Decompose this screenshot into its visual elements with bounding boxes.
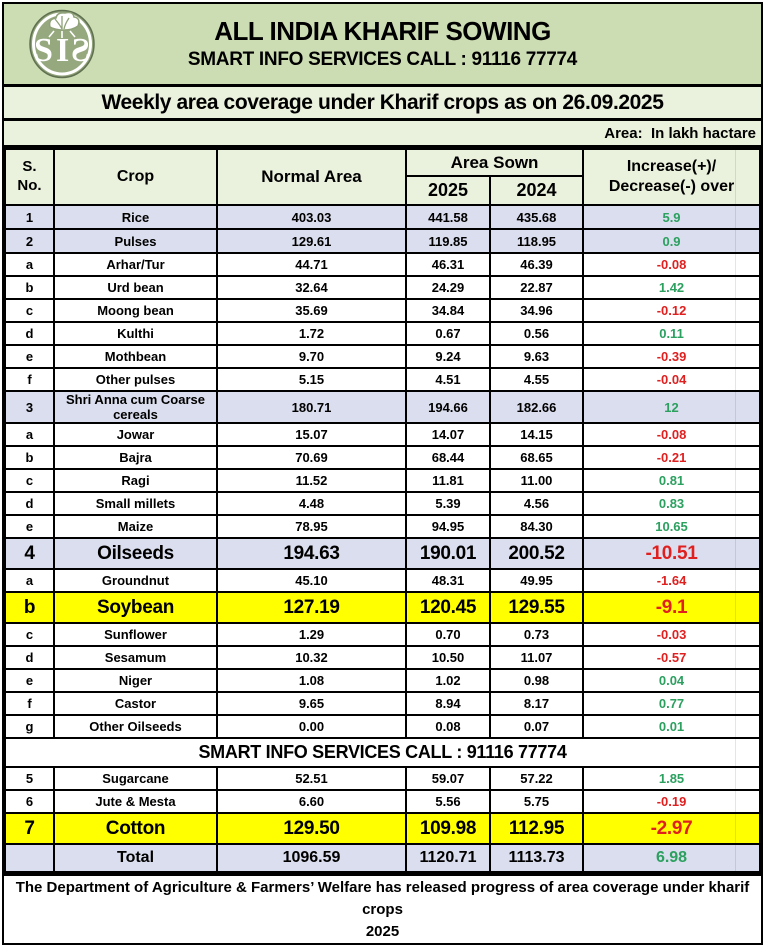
table-row [5,492,760,515]
cell-sown-2025: 94.95 [406,515,490,538]
cell-change: 1.42 [583,276,760,299]
cell-sown-2025: 190.01 [406,538,490,569]
cell-sown-2024: 9.63 [490,345,583,368]
cell-sno: b [5,276,54,299]
cell-crop: Other Oilseeds [54,715,217,738]
table-row [5,423,760,446]
cell-change: -0.04 [583,368,760,391]
table-row [5,345,760,368]
outer-frame [2,2,763,945]
cell-sown-2024: 34.96 [490,299,583,322]
table-row [5,790,760,813]
table-row [5,205,760,229]
cell-normal-area: 129.61 [217,229,406,253]
cell-sown-2024: 0.98 [490,669,583,692]
cell-normal-area: 4.48 [217,492,406,515]
cell-change: 0.83 [583,492,760,515]
table-row [5,592,760,623]
cell-sown-2025: 10.50 [406,646,490,669]
cell-sno: 6 [5,790,54,813]
cell-sown-2024: 11.00 [490,469,583,492]
table-row [5,692,760,715]
cell-change: 6.98 [583,844,760,872]
cell-sown-2024: 182.66 [490,391,583,423]
cell-normal-area: 1096.59 [217,844,406,872]
table-row [5,538,760,569]
col-header-area-sown: Area Sown [406,149,583,176]
cell-sno: a [5,569,54,592]
cell-sno: e [5,669,54,692]
cell-sown-2025: 46.31 [406,253,490,276]
spreadsheet-gridline [735,148,736,873]
cell-normal-area: 5.15 [217,368,406,391]
table-row [5,715,760,738]
cell-normal-area: 180.71 [217,391,406,423]
cell-crop: Pulses [54,229,217,253]
cell-sown-2025: 1120.71 [406,844,490,872]
cell-change: 1.85 [583,767,760,790]
cell-crop: Shri Anna cum Coarse cereals [54,391,217,423]
cell-sown-2024: 8.17 [490,692,583,715]
table-row [5,368,760,391]
table-row [5,515,760,538]
cell-sown-2025: 11.81 [406,469,490,492]
svg-text:S: S [71,32,90,69]
page-title: ALL INDIA KHARIF SOWING [214,15,551,46]
cell-sno: d [5,646,54,669]
cell-sno: a [5,423,54,446]
cell-crop: Small millets [54,492,217,515]
col-header-crop: Crop [54,149,217,205]
cell-crop: Castor [54,692,217,715]
table-row [5,813,760,844]
cell-sno: a [5,253,54,276]
cell-crop: Arhar/Tur [54,253,217,276]
cell-crop: Jute & Mesta [54,790,217,813]
cell-crop: Jowar [54,423,217,446]
cell-sown-2024: 129.55 [490,592,583,623]
table-body [5,205,760,872]
cell-normal-area: 11.52 [217,469,406,492]
cell-change: 10.65 [583,515,760,538]
cell-crop: Cotton [54,813,217,844]
svg-text:S: S [34,32,53,69]
cell-sown-2025: 0.67 [406,322,490,345]
cell-change: 12 [583,391,760,423]
cell-sown-2025: 48.31 [406,569,490,592]
cell-normal-area: 0.00 [217,715,406,738]
cell-crop: Ragi [54,469,217,492]
svg-text:I: I [56,32,70,69]
cell-normal-area: 1.08 [217,669,406,692]
cell-sown-2025: 68.44 [406,446,490,469]
banner-cell: SMART INFO SERVICES CALL : 91116 77774 [5,738,760,767]
cell-sown-2025: 59.07 [406,767,490,790]
table-row [5,646,760,669]
cell-crop: Total [54,844,217,872]
cell-sown-2025: 194.66 [406,391,490,423]
cell-sown-2025: 24.29 [406,276,490,299]
cell-sown-2024: 4.55 [490,368,583,391]
cell-change: 0.01 [583,715,760,738]
cell-sown-2025: 441.58 [406,205,490,229]
cell-sno: 7 [5,813,54,844]
cell-crop: Groundnut [54,569,217,592]
table-row [5,229,760,253]
table-row [5,569,760,592]
cell-sown-2024: 49.95 [490,569,583,592]
table-row [5,299,760,322]
cell-sown-2025: 119.85 [406,229,490,253]
cell-sno: b [5,592,54,623]
cell-crop: Maize [54,515,217,538]
cell-change: -2.97 [583,813,760,844]
table-row [5,767,760,790]
cell-sown-2025: 5.56 [406,790,490,813]
cell-sno [5,844,54,872]
cell-change: -0.03 [583,623,760,646]
table-row [5,276,760,299]
cell-sown-2025: 9.24 [406,345,490,368]
table-row [5,844,760,872]
table-header [5,149,760,205]
col-header-2025: 2025 [406,176,490,205]
col-header-2024: 2024 [490,176,583,205]
cell-sown-2024: 11.07 [490,646,583,669]
cell-sown-2024: 5.75 [490,790,583,813]
cell-sown-2024: 0.07 [490,715,583,738]
cell-normal-area: 44.71 [217,253,406,276]
table-wrapper [4,145,761,873]
cell-crop: Sugarcane [54,767,217,790]
cell-sown-2025: 109.98 [406,813,490,844]
header-band [4,4,761,84]
cell-change: -0.39 [583,345,760,368]
col-header-sno: S. No. [5,149,54,205]
cell-sown-2025: 4.51 [406,368,490,391]
cell-change: -1.64 [583,569,760,592]
table-row [5,253,760,276]
cell-sno: c [5,623,54,646]
cell-normal-area: 6.60 [217,790,406,813]
cell-normal-area: 403.03 [217,205,406,229]
cell-change: -0.21 [583,446,760,469]
table-row [5,469,760,492]
contact-line: SMART INFO SERVICES CALL : 91116 77774 [187,49,578,71]
cell-sown-2025: 34.84 [406,299,490,322]
cell-sown-2024: 4.56 [490,492,583,515]
cell-normal-area: 78.95 [217,515,406,538]
cell-sown-2024: 84.30 [490,515,583,538]
cell-sno: f [5,368,54,391]
cell-sown-2025: 120.45 [406,592,490,623]
cell-crop: Oilseeds [54,538,217,569]
cell-sown-2025: 8.94 [406,692,490,715]
cell-normal-area: 45.10 [217,569,406,592]
cell-sown-2024: 1113.73 [490,844,583,872]
cell-sno: 3 [5,391,54,423]
cell-sown-2024: 0.56 [490,322,583,345]
cell-sno: f [5,692,54,715]
sis-cotton-logo-icon [28,9,96,84]
cell-sown-2025: 5.39 [406,492,490,515]
cell-normal-area: 9.70 [217,345,406,368]
cell-change: -0.19 [583,790,760,813]
cell-normal-area: 127.19 [217,592,406,623]
cell-change: -10.51 [583,538,760,569]
table-row [5,623,760,646]
cell-normal-area: 9.65 [217,692,406,715]
cell-crop: Kulthi [54,322,217,345]
cell-crop: Moong bean [54,299,217,322]
cell-normal-area: 70.69 [217,446,406,469]
cell-sown-2025: 0.08 [406,715,490,738]
footer-note [4,873,761,943]
banner-row [5,738,760,767]
cell-crop: Mothbean [54,345,217,368]
cell-crop: Sesamum [54,646,217,669]
cell-change: -0.08 [583,253,760,276]
cell-change: 0.11 [583,322,760,345]
cell-sown-2024: 14.15 [490,423,583,446]
cell-crop: Soybean [54,592,217,623]
cell-change: 0.04 [583,669,760,692]
cell-change: 0.81 [583,469,760,492]
cell-sown-2024: 46.39 [490,253,583,276]
cell-sno: c [5,299,54,322]
cell-crop: Other pulses [54,368,217,391]
cell-change: 0.9 [583,229,760,253]
cell-sown-2024: 22.87 [490,276,583,299]
cell-sown-2024: 57.22 [490,767,583,790]
cell-sno: d [5,492,54,515]
cell-sno: 4 [5,538,54,569]
footer-line1: The Department of Agriculture & Farmers’ Welfare has released progress of area coverage under kharif crops [15,879,750,918]
footer-line2: 2025 [365,922,400,940]
cell-change: 0.77 [583,692,760,715]
cell-sown-2025: 0.70 [406,623,490,646]
cell-crop: Sunflower [54,623,217,646]
cell-sno: c [5,469,54,492]
cell-sown-2024: 200.52 [490,538,583,569]
cell-change: -0.57 [583,646,760,669]
cell-sno: e [5,345,54,368]
cell-sno: 2 [5,229,54,253]
cell-sno: g [5,715,54,738]
cell-normal-area: 32.64 [217,276,406,299]
cell-normal-area: 52.51 [217,767,406,790]
cell-change: -0.12 [583,299,760,322]
cell-normal-area: 129.50 [217,813,406,844]
cell-crop: Niger [54,669,217,692]
cell-normal-area: 194.63 [217,538,406,569]
cell-crop: Bajra [54,446,217,469]
cell-normal-area: 1.29 [217,623,406,646]
cell-normal-area: 15.07 [217,423,406,446]
area-unit-note: Area: In lakh hactare [4,118,761,145]
cell-sno: e [5,515,54,538]
cell-sown-2024: 0.73 [490,623,583,646]
cell-sown-2024: 68.65 [490,446,583,469]
cell-change: 5.9 [583,205,760,229]
cell-change: -0.08 [583,423,760,446]
cell-sno: b [5,446,54,469]
cell-sown-2025: 14.07 [406,423,490,446]
col-header-increase: Increase(+)/ Decrease(-) over [583,149,760,205]
cell-sno: 1 [5,205,54,229]
cell-sown-2025: 1.02 [406,669,490,692]
table-row [5,322,760,345]
cell-normal-area: 10.32 [217,646,406,669]
cell-change: -9.1 [583,592,760,623]
table-row [5,669,760,692]
cell-crop: Urd bean [54,276,217,299]
table-row [5,391,760,423]
report-title: Weekly area coverage under Kharif crops as on 26.09.2025 [4,84,761,118]
cell-sown-2024: 112.95 [490,813,583,844]
col-header-normal-area: Normal Area [217,149,406,205]
cell-sown-2024: 118.95 [490,229,583,253]
cell-sown-2024: 435.68 [490,205,583,229]
table-row [5,446,760,469]
cell-normal-area: 1.72 [217,322,406,345]
cell-normal-area: 35.69 [217,299,406,322]
cell-sno: 5 [5,767,54,790]
cell-crop: Rice [54,205,217,229]
cell-sno: d [5,322,54,345]
kharif-area-table [4,148,761,873]
